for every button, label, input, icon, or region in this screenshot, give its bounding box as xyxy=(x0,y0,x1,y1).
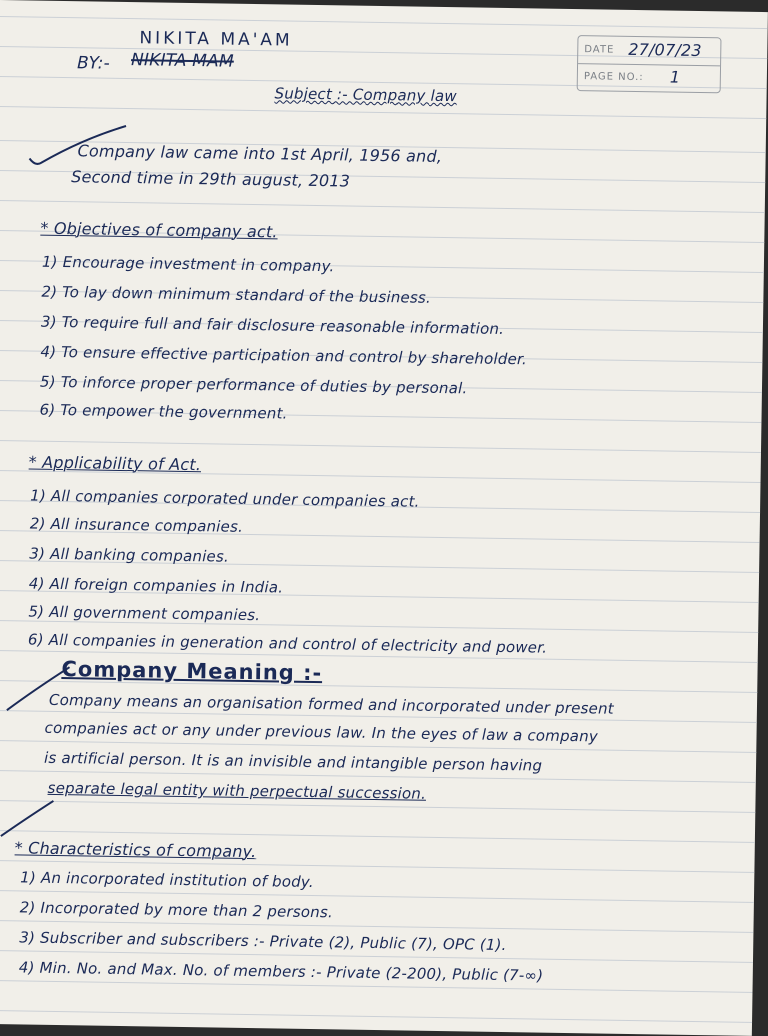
pen-stroke-icon xyxy=(0,796,57,843)
struck-name: NIKITA MAM xyxy=(130,50,234,72)
meaning-line: is artificial person. It is an invisible and intangible person having xyxy=(43,748,543,775)
applicability-item: 2) All insurance companies. xyxy=(29,514,244,536)
applicability-item: 3) All banking companies. xyxy=(29,544,230,566)
objective-item: 2) To lay down minimum standard of the business. xyxy=(41,282,432,307)
applicability-item: 4) All foreign companies in India. xyxy=(28,574,284,597)
characteristic-item: 1) An incorporated institution of body. xyxy=(20,868,314,892)
by-label: BY:- xyxy=(76,53,111,74)
objectives-heading: * Objectives of company act. xyxy=(40,218,278,242)
objective-item: 4) To ensure effective participation and control by shareholder. xyxy=(40,342,528,369)
characteristics-heading: * Characteristics of company. xyxy=(14,838,257,862)
date-box-divider xyxy=(578,63,720,66)
date-value: 27/07/23 xyxy=(628,39,702,61)
date-page-box xyxy=(577,35,722,93)
meaning-line: Company means an organisation formed and incorporated under present xyxy=(48,690,614,718)
characteristic-item: 2) Incorporated by more than 2 persons. xyxy=(19,898,334,922)
characteristic-item: 3) Subscriber and subscribers :- Private (2), Public (7), OPC (1). xyxy=(19,928,507,955)
objective-item: 3) To require full and fair disclosure reasonable information. xyxy=(40,312,505,338)
meaning-line: companies act or any under previous law. In the eyes of law a company xyxy=(44,718,599,746)
meaning-heading: Company Meaning :- xyxy=(61,657,323,686)
applicability-item: 5) All government companies. xyxy=(28,602,261,625)
subject-line: Subject :- Company law xyxy=(274,84,457,106)
applicability-item: 6) All companies in generation and control of electricity and power. xyxy=(27,630,548,657)
objective-item: 6) To empower the government. xyxy=(39,400,288,423)
page-title: NIKITA MA'AM xyxy=(139,28,293,51)
applicability-heading: * Applicability of Act. xyxy=(28,452,202,475)
date-label: DATE xyxy=(584,44,615,56)
objective-item: 5) To inforce proper performance of duties by personal. xyxy=(39,372,468,398)
objective-item: 1) Encourage investment in company. xyxy=(41,252,335,276)
characteristic-item: 4) Min. No. and Max. No. of members :- Private (2-200), Public (7-∞) xyxy=(18,958,544,985)
applicability-item: 1) All companies corporated under companies act. xyxy=(30,486,420,511)
meaning-line: separate legal entity with perpectual succession. xyxy=(47,778,427,803)
intro-line-2: Second time in 29th august, 2013 xyxy=(71,167,351,191)
intro-line-1: Company law came into 1st April, 1956 and, xyxy=(77,141,443,166)
page-number-value: 1 xyxy=(669,67,681,87)
page-number-label: PAGE NO.: xyxy=(583,71,644,84)
